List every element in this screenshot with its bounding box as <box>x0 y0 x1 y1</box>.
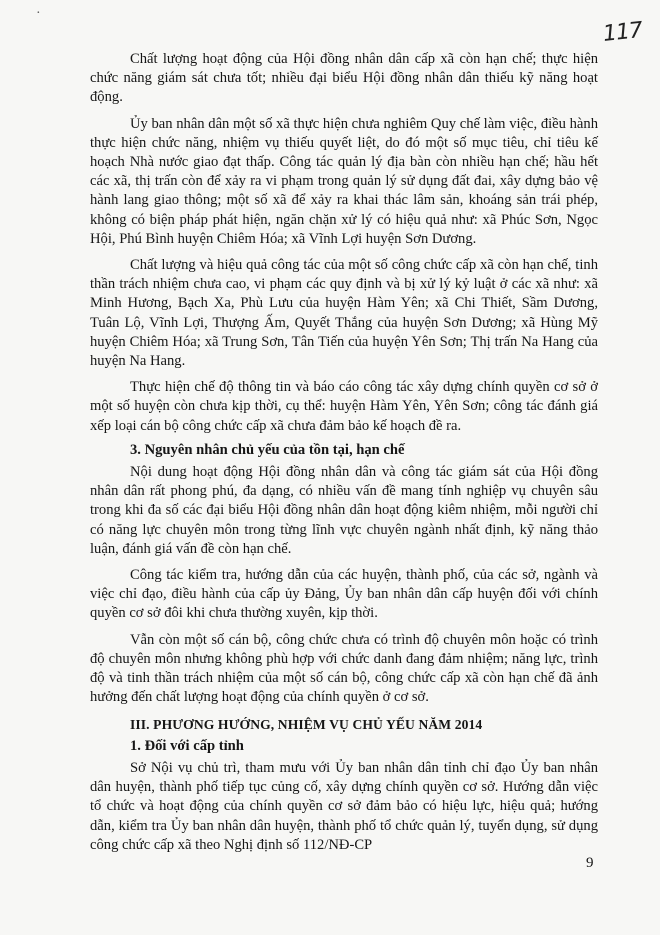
paragraph: Chất lượng và hiệu quả công tác của một số công chức cấp xã còn hạn chế, tinh thần trách nhiệm chưa cao, vi phạm các quy định và bị xử lý kỷ luật ở các xã như: xã Minh Hương, Bạch Xa, Phù Lưu của huyện Hàm Yên; xã Chi Thiết, Sầm Dương, Tuân Lộ, Vĩnh Lợi, Thượng Ấm, Quyết Thắng của huyện Sơn Dương; xã Hùng Mỹ huyện Chiêm Hóa; xã Trung Sơn, Tân Tiến của huyện Yên Sơn; Thị trấn Na Hang của huyện Na Hang. <box>90 257 598 370</box>
section-heading-directions: III. PHƯƠNG HƯỚNG, NHIỆM VỤ CHỦ YẾU NĂM 2014 <box>130 716 483 732</box>
document-body <box>90 50 598 862</box>
section-heading-causes: 3. Nguyên nhân chủ yếu của tồn tại, hạn chế <box>130 441 405 458</box>
paragraph: Nội dung hoạt động Hội đồng nhân dân và công tác giám sát của Hội đồng nhân dân rất phong phú, đa dạng, có nhiều vấn đề mang tính nghiệp vụ chuyên sâu trong khi đa số các đại biểu Hội đồng nhân dân hoạt động kiêm nhiệm, mỗi người chỉ có năng lực chuyên môn trong từng lĩnh vực chuyên ngành nhất định, kỹ năng thảo luận, đánh giá vấn đề còn hạn chế. <box>90 464 598 557</box>
paragraph: Chất lượng hoạt động của Hội đồng nhân dân cấp xã còn hạn chế; thực hiện chức năng giám sát chưa tốt; nhiều đại biểu Hội đồng nhân dân thiếu kỹ năng hoạt động. <box>90 51 598 106</box>
paragraph: Công tác kiểm tra, hướng dẫn của các huyện, thành phố, của các sở, ngành và việc chỉ đạo, điều hành của cấp ủy Đảng, Ủy ban nhân dân cấp huyện đối với chính quyền cơ sở đôi khi chưa thường xuyên, kịp thời. <box>90 567 598 622</box>
handwritten-page-annotation: 117 <box>601 18 644 47</box>
paragraph: Ủy ban nhân dân một số xã thực hiện chưa nghiêm Quy chế làm việc, điều hành thực hiện chức năng, nhiệm vụ thiếu quyết liệt, do đó một số mục tiêu, chỉ tiêu kế hoạch Nhà nước giao đạt thấp. Công tác quản lý địa bàn còn nhiều hạn chế; hầu hết các xã, thị trấn còn để xảy ra vi phạm trong quản lý sử dụng đất đai, xây dựng bảo vệ hành lang giao thông; một số xã để xảy ra khai thác lâm sản, khoáng sản trái phép, không có biện pháp phát hiện, ngăn chặn xử lý có hiệu quả như: xã Phúc Sơn, Ngọc Hội, Phú Bình huyện Chiêm Hóa; xã Vĩnh Lợi huyện Sơn Dương. <box>90 115 598 247</box>
paragraph: Sở Nội vụ chủ trì, tham mưu với Ủy ban nhân dân tỉnh chỉ đạo Ủy ban nhân dân huyện, thành phố tiếp tục củng cố, xây dựng chính quyền cơ sở. Hướng dẫn việc tổ chức và hoạt động của chính quyền cơ sở đảm bảo có hiệu lực, hiệu quả; hướng dẫn, kiểm tra Ủy ban nhân dân huyện, thành phố tổ chức quản lý, tuyển dụng, sử dụng công chức cấp xã theo Nghị định số 112/NĐ-CP <box>90 759 598 853</box>
paragraph: Thực hiện chế độ thông tin và báo cáo công tác xây dựng chính quyền cơ sở ở một số huyện còn chưa kịp thời, cụ thể: huyện Hàm Yên, Yên Sơn; công tác đánh giá xếp loại cán bộ công chức cấp xã chưa đảm bảo kế hoạch đề ra. <box>90 379 598 434</box>
corner-mark: · <box>36 6 41 21</box>
paragraph: Vẫn còn một số cán bộ, công chức chưa có trình độ chuyên môn hoặc có trình độ chuyên môn nhưng không phù hợp với chức danh đang đảm nhiệm; năng lực, trình độ và tinh thần trách nhiệm của một số cán bộ, công chức cấp xã còn hạn chế đã ảnh hưởng đến chất lượng hoạt động của chính quyền ở cơ sở. <box>90 631 598 706</box>
subsection-heading-province: 1. Đối với cấp tỉnh <box>130 737 244 754</box>
page-number: 9 <box>586 855 594 871</box>
